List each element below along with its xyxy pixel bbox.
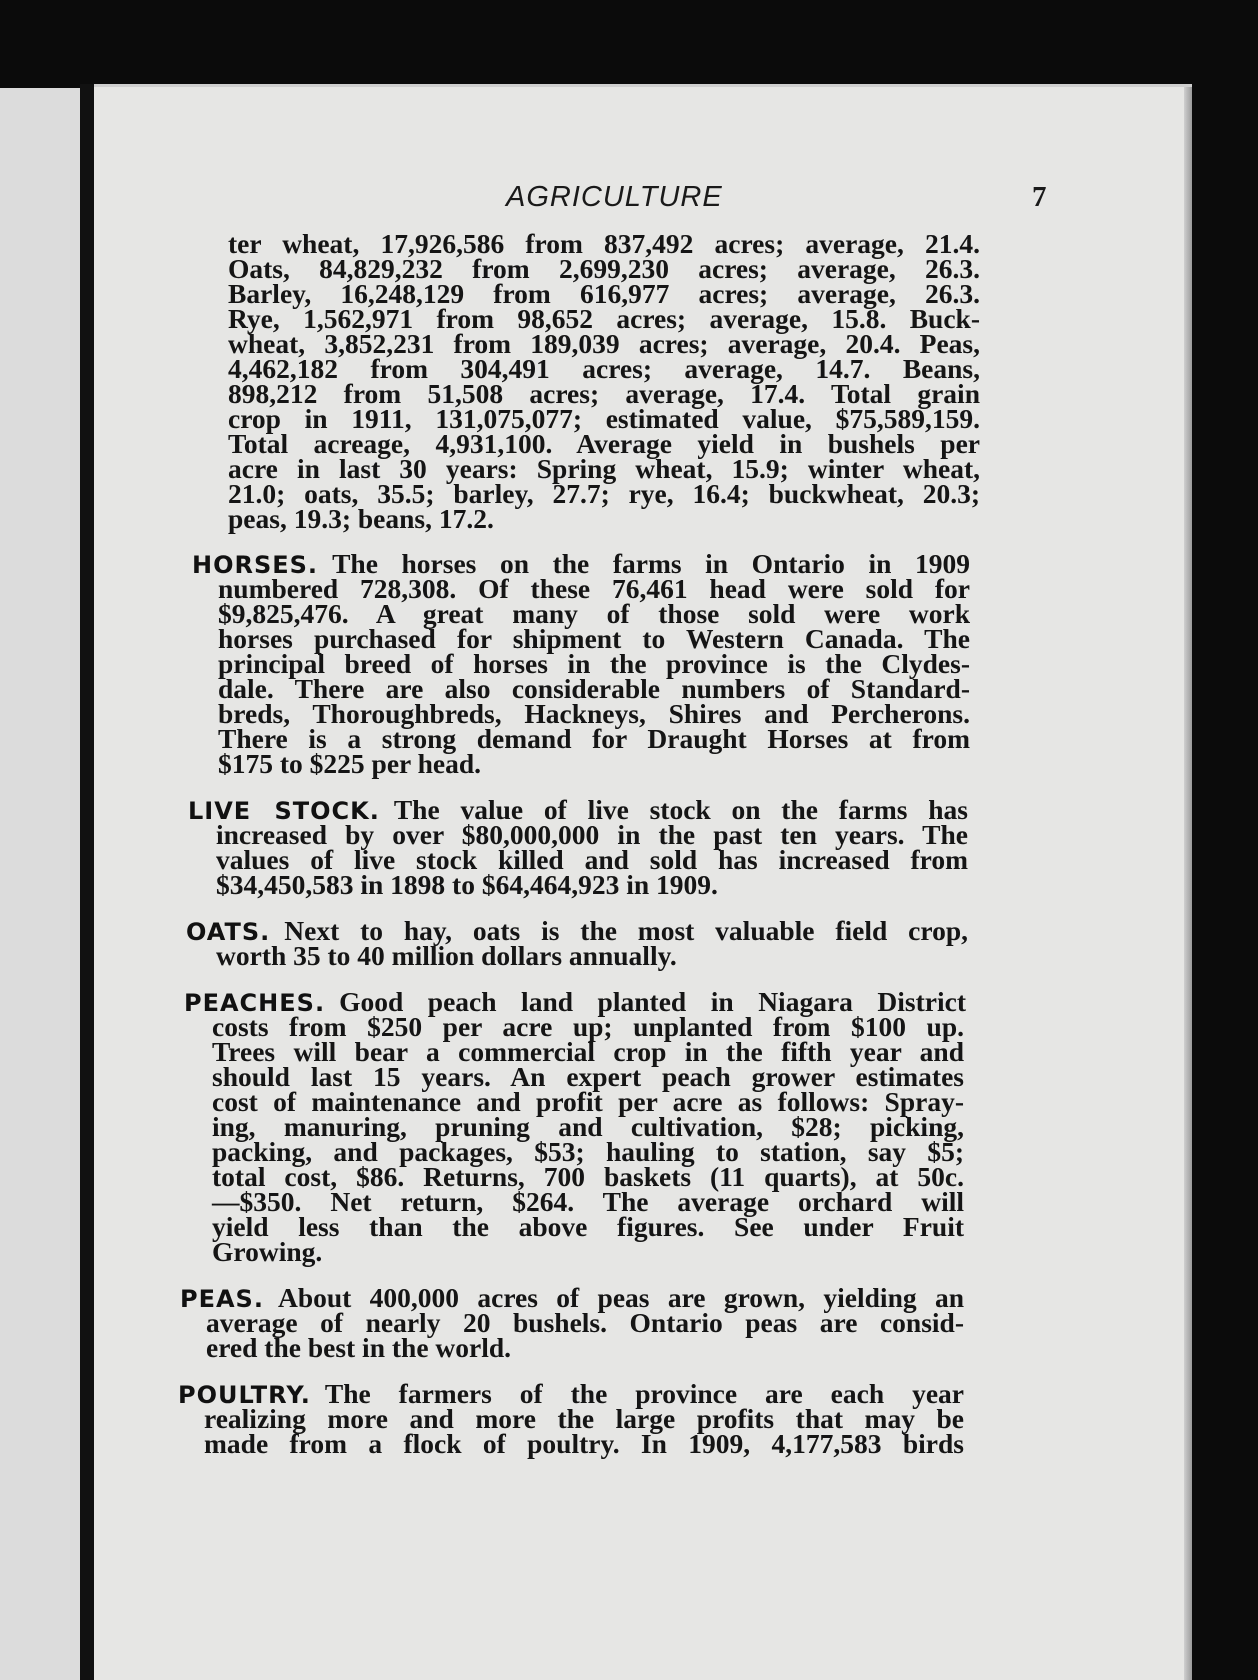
oats-line: worth 35 to 40 million dollars annually. — [216, 940, 677, 971]
peaches-line: cost of maintenance and profit per acre as follows: Spray- — [212, 1086, 964, 1117]
section-heading-poultry: POULTRY. — [178, 1381, 311, 1409]
intro-line: Oats, 84,829,232 from 2,699,230 acres; average, 26.3. — [228, 253, 980, 284]
live-stock-line: $34,450,583 in 1898 to $64,464,923 in 1909. — [216, 869, 718, 900]
peaches-line: Trees will bear a commercial crop in the fifth year and — [212, 1036, 964, 1067]
section-heading-oats: OATS. — [186, 918, 271, 946]
section-heading-peas: PEAS. — [180, 1285, 264, 1313]
horses-first-line: HORSES. The horses on the farms in Ontario in 1909 — [192, 548, 970, 579]
poultry-line: realizing more and more the large profits that may be — [204, 1403, 964, 1434]
intro-line: wheat, 3,852,231 from 189,039 acres; average, 20.4. Peas, — [228, 328, 980, 359]
live-stock-line: increased by over $80,000,000 in the past ten years. The — [216, 819, 968, 850]
peaches-line: total cost, $86. Returns, 700 baskets (11 quarts), at 50c. — [212, 1161, 964, 1192]
previous-page-edge — [0, 88, 86, 1680]
intro-line: 21.0; oats, 35.5; barley, 27.7; rye, 16.4; buckwheat, 20.3; — [228, 478, 980, 509]
section-heading-live-stock: LIVE STOCK. — [188, 797, 380, 825]
peaches-line: ing, manuring, pruning and cultivation, $28; picking, — [212, 1111, 964, 1142]
peas-first-line: PEAS. About 400,000 acres of peas are grown, yielding an — [180, 1282, 964, 1313]
horses-line: principal breed of horses in the province is the Clydes- — [218, 648, 970, 679]
peaches-line: costs from $250 per acre up; unplanted from $100 up. — [212, 1011, 964, 1042]
section-heading-horses: HORSES. — [192, 551, 319, 579]
horses-line: dale. There are also considerable numbers of Standard- — [218, 673, 970, 704]
intro-line: Rye, 1,562,971 from 98,652 acres; average, 15.8. Buck- — [228, 303, 980, 334]
intro-line: 898,212 from 51,508 acres; average, 17.4. Total grain — [228, 378, 980, 409]
running-head — [94, 181, 1192, 221]
page-number: 7 — [1032, 181, 1047, 213]
peas-line: average of nearly 20 bushels. Ontario peas are consid- — [206, 1307, 964, 1338]
running-title: AGRICULTURE — [506, 181, 723, 213]
horses-line: horses purchased for shipment to Western Canada. The — [218, 623, 970, 654]
intro-line: Barley, 16,248,129 from 616,977 acres; average, 26.3. — [228, 278, 980, 309]
peaches-line: —$350. Net return, $264. The average orchard will — [212, 1186, 964, 1217]
peas-line: ered the best in the world. — [206, 1332, 512, 1363]
intro-line: peas, 19.3; beans, 17.2. — [228, 503, 494, 534]
intro-line: Total acreage, 4,931,100. Average yield in bushels per — [228, 428, 980, 459]
horses-line: breds, Thoroughbreds, Hackneys, Shires and Percherons. — [218, 698, 970, 729]
peaches-first-line: PEACHES. Good peach land planted in Niagara District — [184, 986, 966, 1017]
horses-line: $175 to $225 per head. — [218, 748, 482, 779]
peaches-line: Growing. — [212, 1236, 323, 1267]
poultry-line: made from a flock of poultry. In 1909, 4,177,583 birds — [204, 1428, 964, 1459]
live-stock-first-line: LIVE STOCK. The value of live stock on the farms has — [188, 794, 968, 825]
poultry-first-line: POULTRY. The farmers of the province are each year — [178, 1378, 964, 1409]
horses-line: $9,825,476. A great many of those sold were work — [218, 598, 970, 629]
intro-line: crop in 1911, 131,075,077; estimated value, $75,589,159. — [228, 403, 980, 434]
peaches-line: packing, and packages, $53; hauling to station, say $5; — [212, 1136, 964, 1167]
peaches-line: should last 15 years. An expert peach grower estimates — [212, 1061, 964, 1092]
horses-line: There is a strong demand for Draught Horses at from — [218, 723, 970, 754]
peaches-line: yield less than the above figures. See under Fruit — [212, 1211, 964, 1242]
intro-line: acre in last 30 years: Spring wheat, 15.9; winter wheat, — [228, 453, 980, 484]
section-heading-peaches: PEACHES. — [184, 989, 326, 1017]
oats-first-line: OATS. Next to hay, oats is the most valuable field crop, — [186, 915, 968, 946]
live-stock-line: values of live stock killed and sold has increased from — [216, 844, 968, 875]
book-gutter — [80, 84, 94, 1680]
book-page — [94, 84, 1192, 1680]
page-edge-shadow — [1184, 87, 1192, 1680]
horses-line: numbered 728,308. Of these 76,461 head were sold for — [218, 573, 970, 604]
intro-line: ter wheat, 17,926,586 from 837,492 acres; average, 21.4. — [228, 228, 980, 259]
intro-line: 4,462,182 from 304,491 acres; average, 14.7. Beans, — [228, 353, 980, 384]
